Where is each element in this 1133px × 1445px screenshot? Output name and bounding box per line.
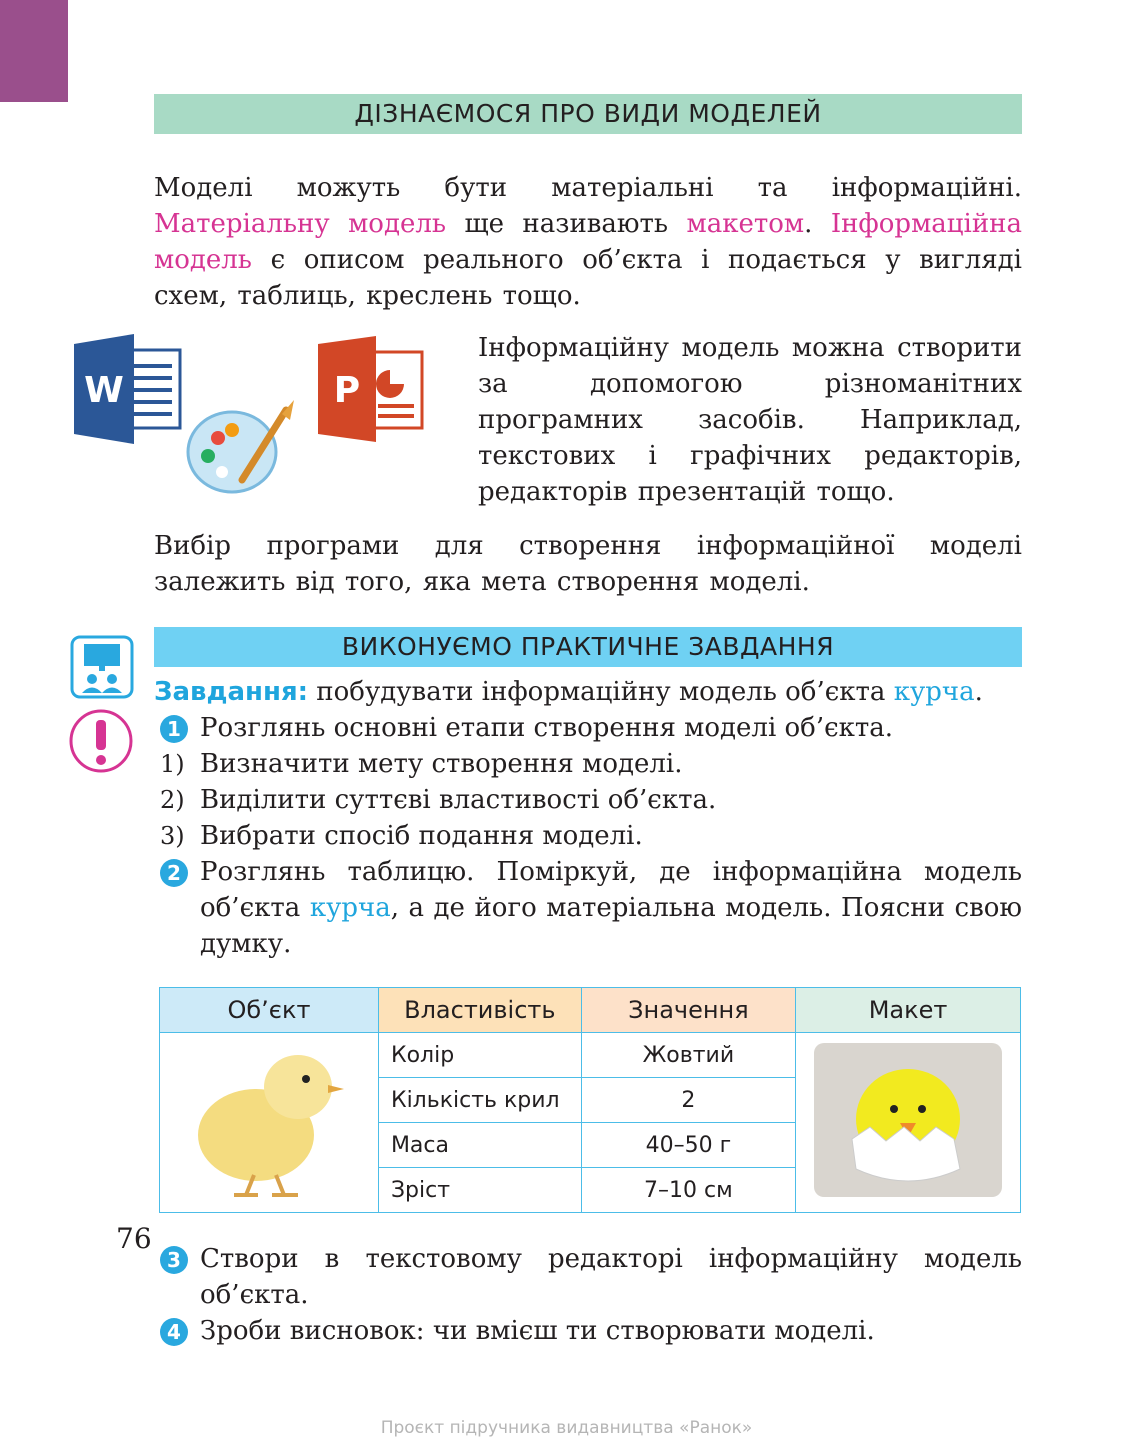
- step2-object: курча: [309, 893, 391, 923]
- value-cell: Жовтий: [581, 1033, 795, 1078]
- table-header-row: [160, 988, 1021, 1033]
- step-3: 3 Створи в текстовому редакторі інформаційну модель об’єкта.: [160, 1241, 1022, 1313]
- paint-palette-icon: [188, 400, 294, 492]
- term-material-model: Матеріальну модель: [154, 209, 447, 239]
- svg-text:P: P: [333, 370, 361, 411]
- chick-model-table: [159, 987, 1021, 1213]
- value-cell: 40–50 г: [581, 1123, 795, 1168]
- word-icon: [74, 334, 180, 444]
- step-number-badge: 4: [160, 1318, 188, 1346]
- column-header-property: Властивість: [378, 988, 581, 1033]
- substep-3: 3) Вибрати спосіб подання моделі.: [160, 821, 643, 851]
- computer-users-icon: [70, 635, 134, 699]
- paragraph-program-choice: Вибір програми для створення інформаційної моделі залежить від того, яка мета створення моделі.: [154, 531, 1022, 597]
- table-row: [160, 1033, 1021, 1078]
- task-object: курча: [893, 677, 975, 707]
- task-statement: Завдання: побудувати інформаційну модель об’єкта курча.: [154, 677, 983, 707]
- task-label: Завдання:: [154, 677, 309, 707]
- app-icons-group: [72, 330, 432, 510]
- object-image-cell: [160, 1033, 379, 1213]
- step-4: 4 Зроби висновок: чи вмієш ти створювати моделі.: [160, 1313, 1022, 1349]
- mockup-image-cell: [796, 1033, 1021, 1213]
- column-header-mockup: Макет: [796, 988, 1021, 1033]
- chick-photo: [174, 1035, 364, 1205]
- substep-1: 1) Визначити мету створення моделі.: [160, 749, 683, 779]
- footer-note: Проєкт підручника видавництва «Ранок»: [380, 1418, 753, 1438]
- step-2: 2 Розглянь таблицю. Поміркуй, де інформаційна модель об’єкта курча, а де його матеріальна модель. Поясни свою думку.: [160, 854, 1022, 962]
- value-cell: 7–10 см: [581, 1168, 795, 1213]
- substep-2: 2) Виділити суттєві властивості об’єкта.: [160, 785, 717, 815]
- property-cell: Маса: [378, 1123, 581, 1168]
- step-number-badge: 2: [160, 859, 188, 887]
- step-1: 1 Розглянь основні етапи створення моделі об’єкта.: [160, 710, 1022, 746]
- paragraph-software-tools: Інформаційну модель можна створити за допомогою різноманітних програмних засобів. Наприклад, текстових і графічних редакторів, редакторів презентацій тощо.: [478, 333, 1022, 507]
- term-information-model: Інформаційна модель: [154, 209, 1022, 275]
- section-heading-models: ДІЗНАЄМОСЯ ПРО ВИДИ МОДЕЛЕЙ: [154, 94, 1022, 134]
- corner-tab: [0, 0, 68, 102]
- term-mockup: макетом: [686, 209, 805, 239]
- step-number-badge: 3: [160, 1246, 188, 1274]
- property-cell: Колір: [378, 1033, 581, 1078]
- step-number-badge: 1: [160, 715, 188, 743]
- value-cell: 2: [581, 1078, 795, 1123]
- section-heading-practice: ВИКОНУЄМО ПРАКТИЧНЕ ЗАВДАННЯ: [154, 627, 1022, 667]
- exclamation-icon: [68, 708, 134, 774]
- property-cell: Кількість крил: [378, 1078, 581, 1123]
- property-cell: Зріст: [378, 1168, 581, 1213]
- column-header-object: Об’єкт: [160, 988, 379, 1033]
- felt-chick-photo: [814, 1043, 1002, 1197]
- page-number: 76: [116, 1222, 152, 1255]
- powerpoint-icon: [318, 336, 422, 442]
- column-header-value: Значення: [581, 988, 795, 1033]
- svg-text:W: W: [84, 370, 124, 411]
- paragraph-model-types: Моделі можуть бути матеріальні та інформаційні. Матеріальну модель ще називають макетом. Інформаційна модель є описом реального об’єкта і подається у вигляді схем, таблиць, креслень тощо.: [154, 173, 1022, 311]
